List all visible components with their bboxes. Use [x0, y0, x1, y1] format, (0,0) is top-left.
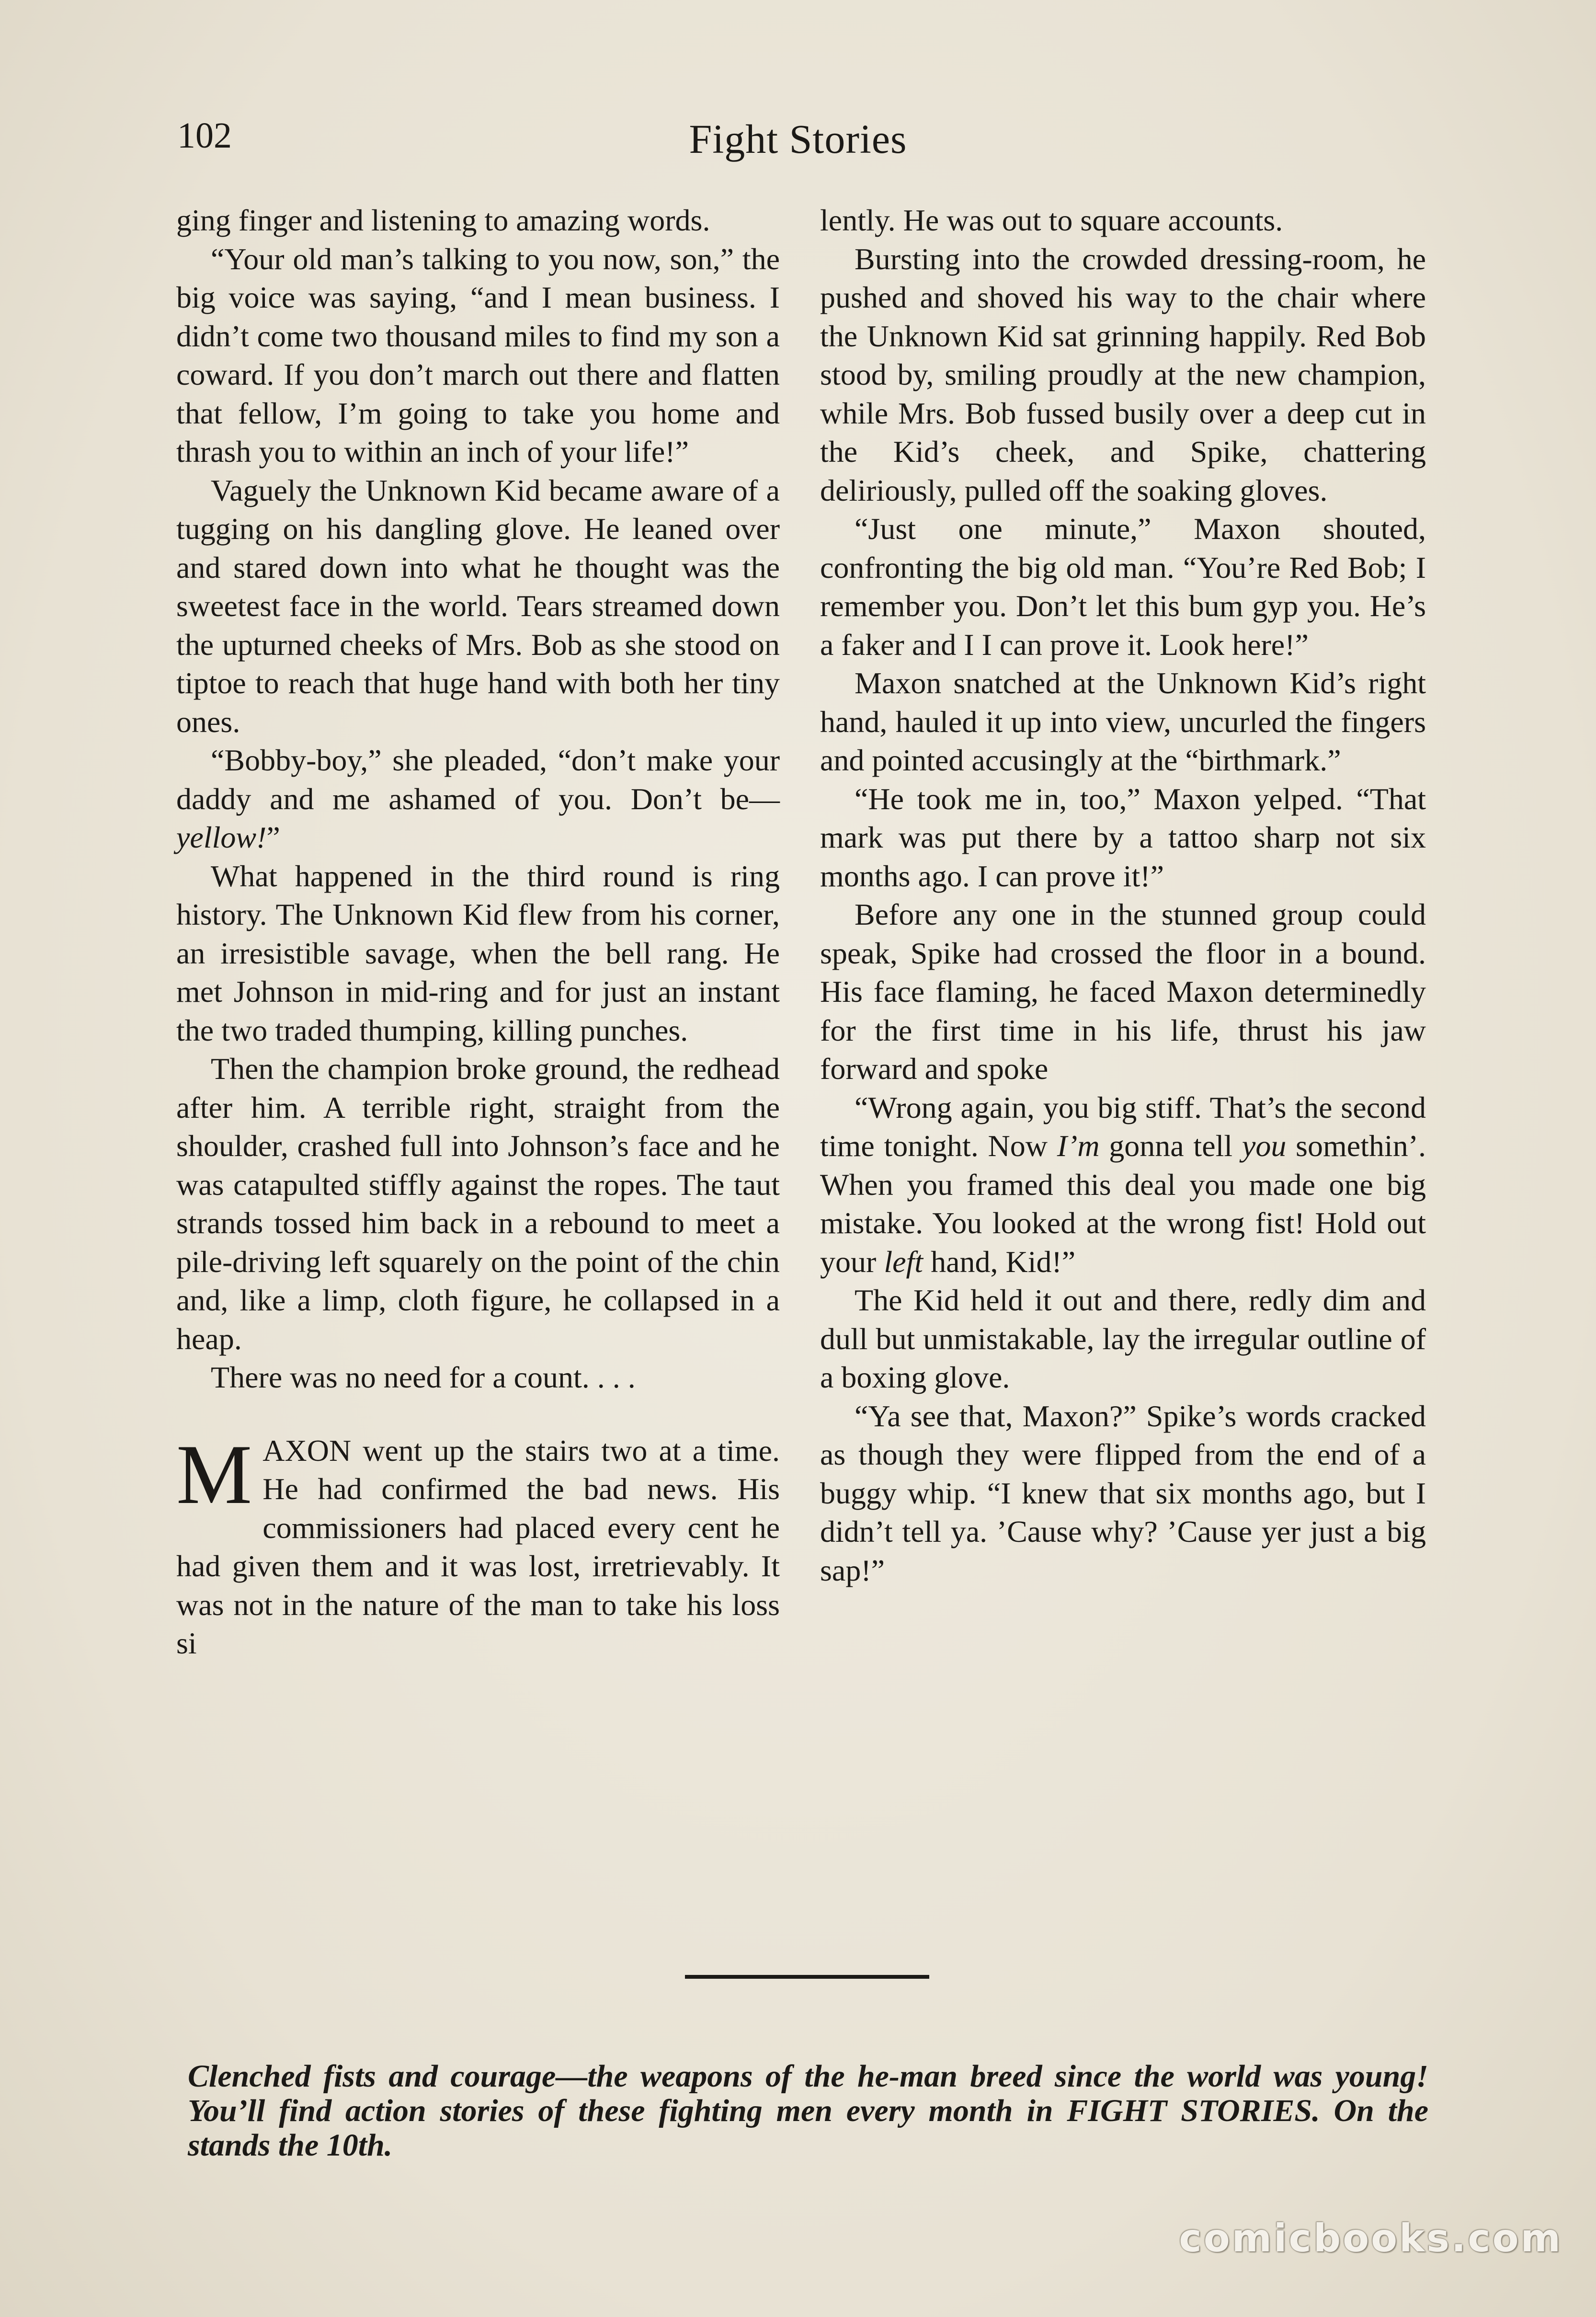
- italic-text: yellow!: [176, 820, 267, 854]
- paragraph: Before any one in the stunned group could speak, Spike had crossed the floor in a bound. His face flaming, he faced Maxon determinedly for the first time in his life, thrust his jaw forward and spoke: [820, 897, 1426, 1086]
- paragraph: What happened in the third round is ring history. The Unknown Kid flew from his corner, an irresistible savage, when the bell rang. He met Johnson in mid-ring and for just an instant the two traded thumping, killing punches.: [176, 859, 780, 1047]
- paragraph: There was no need for a count. . . .: [211, 1360, 636, 1394]
- paragraph: “Just one minute,” Maxon shouted, confronting the big old man. “You’re Red Bob; I remember you. Don’t let this bum gyp you. He’s a faker and I I can prove it. Look here!”: [820, 512, 1426, 662]
- paragraph: “Your old man’s talking to you now, son,” the big voice was saying, “and I mean business. I didn’t come two thousand miles to find my son a coward. If you don’t march out there and flatten that fellow, I’m going to take you home and thrash you to within an inch of your life!”: [176, 241, 780, 469]
- text-run: gonna tell: [1099, 1129, 1242, 1163]
- text-run: somethin’. When you framed this deal you made one big mistake. You looked at the wrong fist! Hold out your: [820, 1129, 1426, 1279]
- text-run: ”: [266, 820, 280, 854]
- italic-text: left: [884, 1244, 923, 1279]
- left-column: [176, 201, 780, 1663]
- paragraph: Vaguely the Unknown Kid became aware of a tugging on his dangling glove. He leaned over and stared down into what he thought was the sweetest face in the world. Tears streamed down the upturned cheeks of Mrs. Bob as she stood on tiptoe to reach that huge hand with both her tiny ones.: [176, 473, 780, 739]
- section-opening-paragraph: [176, 1426, 780, 1663]
- text-run: “Bobby-boy,” she pleaded, “don’t make your daddy and me ashamed of you. Don’t be—: [176, 743, 780, 816]
- text-run: AXON went up the stairs two at a time. He had confirmed the bad news. His commissioners had placed every cent he had given them and it was lost, irretrievably. It was not in the nature of the man to take his loss si: [176, 1433, 780, 1660]
- watermark: comicbooks.com: [1179, 2216, 1562, 2260]
- paragraph: Maxon snatched at the Unknown Kid’s right hand, hauled it up into view, uncurled the fingers and pointed accusingly at the “birthmark.”: [820, 666, 1426, 777]
- promo-blurb: Clenched fists and courage—the weapons of the he-man breed since the world was young! You’ll find action stories of these fighting men every month in FIGHT STORIES. On the stands the 10th.: [188, 2059, 1428, 2163]
- page-header: [177, 115, 1419, 168]
- italic-text: you: [1242, 1129, 1287, 1163]
- paragraph: Bursting into the crowded dressing-room, he pushed and shoved his way to the chair where the Unknown Kid sat grinning happily. Red Bob stood by, smiling proudly at the new champion, while Mrs. Bob fussed busily over a deep cut in the Kid’s cheek, and Spike, chattering deliriously, pulled off the soaking gloves.: [820, 241, 1426, 507]
- running-title: Fight Stories: [689, 116, 907, 162]
- paragraph: lently. He was out to square accounts.: [820, 203, 1283, 237]
- right-column: [820, 201, 1426, 1590]
- paragraph: The Kid held it out and there, redly dim and dull but unmistakable, lay the irregular outline of a boxing glove.: [820, 1283, 1426, 1394]
- drop-cap: M: [176, 1426, 252, 1522]
- paragraph: ging finger and listening to amazing words.: [176, 203, 710, 237]
- paragraph: “He took me in, too,” Maxon yelped. “That mark was put there by a tattoo sharp not six months ago. I can prove it!”: [820, 781, 1426, 893]
- paragraph: “Ya see that, Maxon?” Spike’s words cracked as though they were flipped from the end of a buggy whip. “I knew that six months ago, but I didn’t tell ya. ’Cause why? ’Cause yer just a big sap!”: [820, 1399, 1426, 1587]
- paragraph: [820, 1089, 1426, 1282]
- paragraph: [176, 741, 780, 857]
- section-divider-rule: [685, 1975, 929, 1979]
- italic-text: I’m: [1057, 1129, 1100, 1163]
- text-run: “Wrong again, you big stiff. That’s the second time tonight. Now: [820, 1090, 1426, 1163]
- page-number: 102: [177, 115, 232, 156]
- text-run: hand, Kid!”: [923, 1244, 1076, 1279]
- paragraph: Then the champion broke ground, the redhead after him. A terrible right, straight from the shoulder, crashed full into Johnson’s face and he was catapulted stiffly against the ropes. The taut strands tossed him back in a rebound to meet a pile-driving left squarely on the point of the chin and, like a limp, cloth figure, he collapsed in a heap.: [176, 1052, 780, 1356]
